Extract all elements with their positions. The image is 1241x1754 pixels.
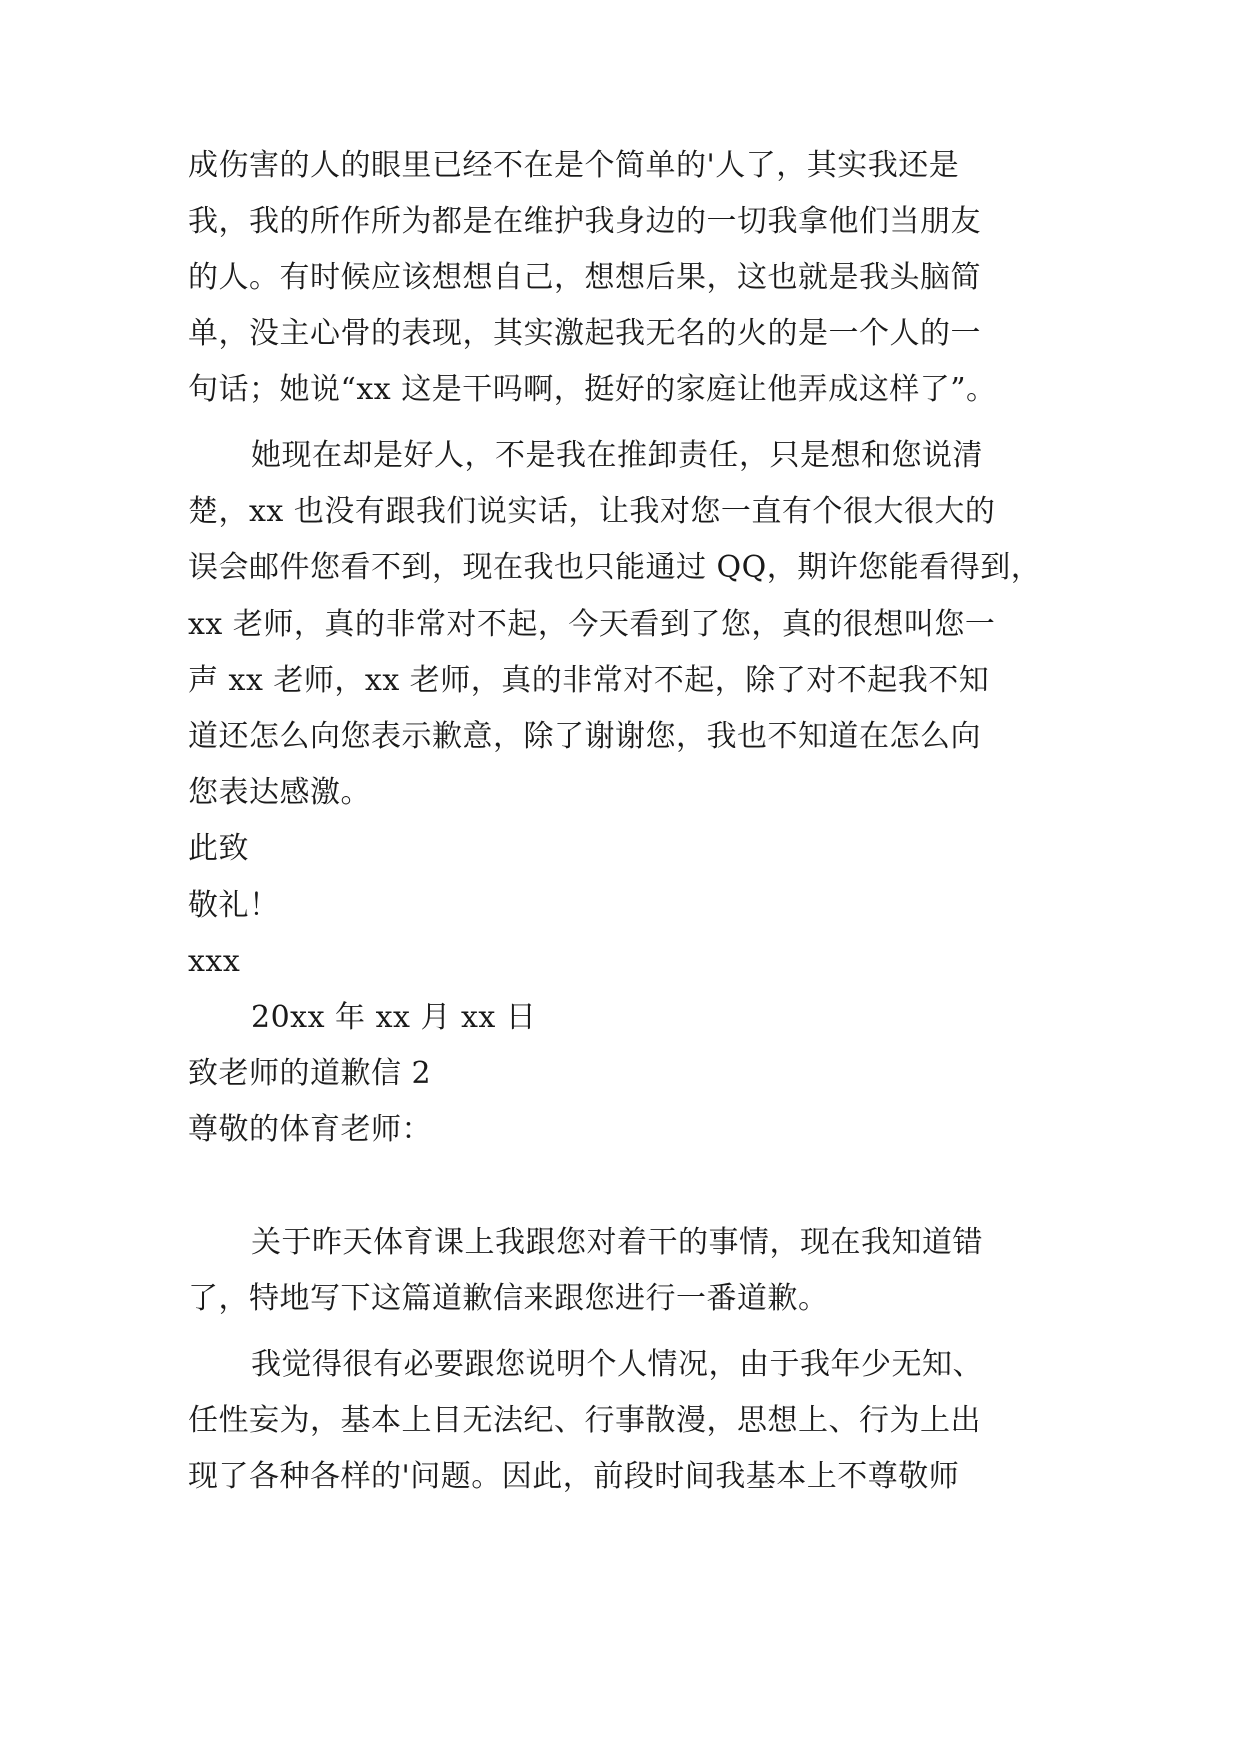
paragraph-line: 声 xx 老师，xx 老师，真的非常对不起，除了对不起我不知: [188, 663, 990, 698]
paragraph-line: 现了各种各样的'问题。因此，前段时间我基本上不尊敬师: [188, 1459, 960, 1494]
paragraph-line: 关于昨天体育课上我跟您对着干的事情，现在我知道错: [251, 1225, 983, 1260]
paragraph-line: 句话；她说“xx 这是干吗啊，挺好的家庭让他弄成这样了”。: [188, 372, 997, 407]
paragraph-line: 任性妄为，基本上目无法纪、行事散漫，思想上、行为上出: [188, 1403, 981, 1438]
closing-salutation: 此致: [188, 831, 249, 866]
letter-greeting: 尊敬的体育老师：: [188, 1112, 432, 1147]
paragraph-line: 楚，xx 也没有跟我们说实话，让我对您一直有个很大很大的: [188, 494, 996, 529]
paragraph-line: 道还怎么向您表示歉意，除了谢谢您，我也不知道在怎么向: [188, 719, 981, 754]
paragraph-line: 我觉得很有必要跟您说明个人情况，由于我年少无知、: [251, 1347, 983, 1382]
section-title: 致老师的道歉信 2: [188, 1056, 432, 1091]
paragraph-line: 的人。有时候应该想想自己，想想后果，这也就是我头脑简: [188, 260, 981, 295]
paragraph-line: 成伤害的人的眼里已经不在是个简单的'人了，其实我还是: [188, 148, 960, 183]
paragraph-line: 了，特地写下这篇道歉信来跟您进行一番道歉。: [188, 1281, 829, 1316]
signature-name: xxx: [188, 944, 241, 979]
paragraph-line: xx 老师，真的非常对不起，今天看到了您，真的很想叫您一: [188, 607, 996, 642]
paragraph-line: 单，没主心骨的表现，其实激起我无名的火的是一个人的一: [188, 316, 981, 351]
paragraph-line: 我，我的所作所为都是在维护我身边的一切我拿他们当朋友: [188, 204, 981, 239]
letter-date: 20xx 年 xx 月 xx 日: [251, 1000, 537, 1035]
paragraph-line: 误会邮件您看不到，现在我也只能通过 QQ，期许您能看得到，: [188, 550, 1042, 585]
paragraph-line: 她现在却是好人，不是我在推卸责任，只是想和您说清: [251, 438, 983, 473]
paragraph-line: 您表达感激。: [188, 775, 371, 810]
closing-regards: 敬礼！: [188, 888, 280, 923]
